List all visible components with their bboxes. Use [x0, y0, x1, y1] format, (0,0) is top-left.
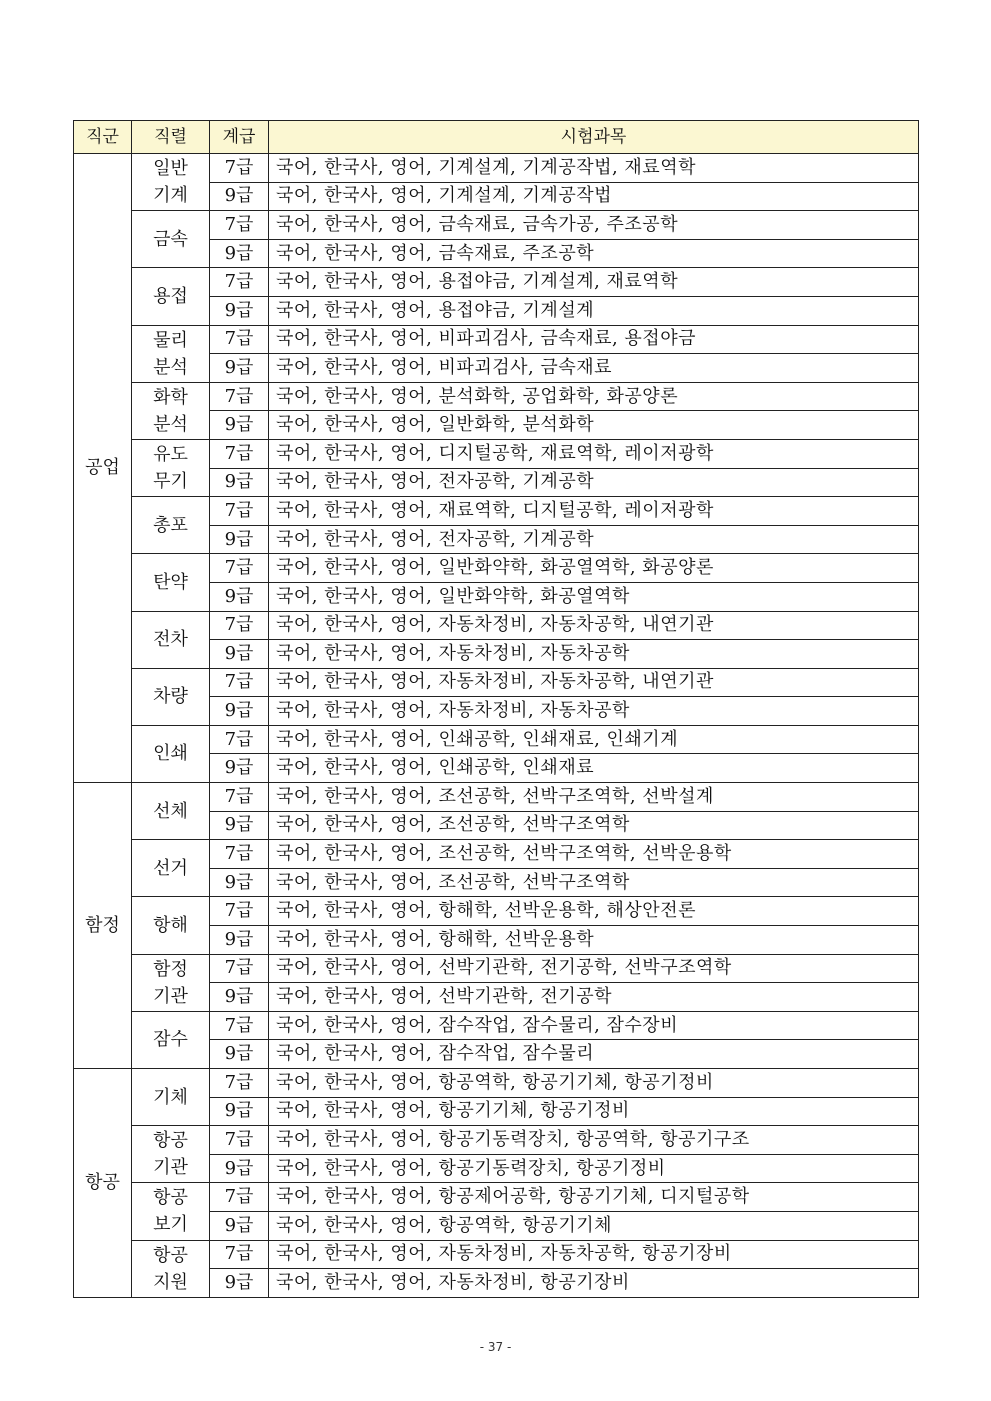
job-series-cell [132, 1069, 210, 1126]
grade-cell: 9급 [210, 754, 269, 783]
job-series-cell [132, 1183, 210, 1240]
exam-subjects-cell: 국어, 한국사, 영어, 자동차정비, 자동차공학 [269, 640, 919, 669]
table-row [74, 497, 919, 526]
header-grade: 계급 [210, 121, 269, 154]
job-series-label: 일반 기계 [153, 158, 188, 207]
grade-cell: 7급 [210, 954, 269, 983]
job-series-cell [132, 268, 210, 325]
grade-cell: 7급 [210, 1069, 269, 1098]
grade-cell: 9급 [210, 239, 269, 268]
table-row [74, 211, 919, 240]
grade-cell: 7급 [210, 897, 269, 926]
grade-cell: 7급 [210, 325, 269, 354]
grade-cell: 9급 [210, 1040, 269, 1069]
header-exam-subjects: 시험과목 [269, 121, 919, 154]
header-job-series: 직렬 [132, 121, 210, 154]
grade-cell: 7급 [210, 1183, 269, 1212]
exam-subjects-cell: 국어, 한국사, 영어, 조선공학, 선박구조역학, 선박운용학 [269, 840, 919, 869]
job-series-cell [132, 668, 210, 725]
grade-cell: 9급 [210, 868, 269, 897]
grade-cell: 7급 [210, 382, 269, 411]
exam-subjects-cell: 국어, 한국사, 영어, 일반화약학, 화공열역학, 화공양론 [269, 554, 919, 583]
job-series-label: 유도 무기 [153, 444, 188, 493]
job-series-label: 항공 지원 [153, 1244, 188, 1293]
exam-subjects-cell: 국어, 한국사, 영어, 자동차정비, 자동차공학, 항공기장비 [269, 1240, 919, 1269]
table-row [74, 439, 919, 468]
table-row [74, 783, 919, 812]
exam-subjects-cell: 국어, 한국사, 영어, 항공기동력장치, 항공기정비 [269, 1154, 919, 1183]
exam-subjects-cell: 국어, 한국사, 영어, 항해학, 선박운용학 [269, 926, 919, 955]
job-series-cell [132, 211, 210, 268]
grade-cell: 7급 [210, 439, 269, 468]
exam-subjects-cell: 국어, 한국사, 영어, 비파괴검사, 금속재료 [269, 354, 919, 383]
job-series-cell [132, 382, 210, 439]
job-series-cell [132, 325, 210, 382]
exam-subjects-cell: 국어, 한국사, 영어, 용접야금, 기계설계 [269, 296, 919, 325]
grade-cell: 7급 [210, 154, 269, 183]
job-series-label: 선거 [153, 857, 188, 879]
exam-subjects-cell: 국어, 한국사, 영어, 인쇄공학, 인쇄재료, 인쇄기계 [269, 725, 919, 754]
grade-cell: 9급 [210, 411, 269, 440]
job-series-cell [132, 154, 210, 211]
grade-cell: 9급 [210, 354, 269, 383]
grade-cell: 7급 [210, 783, 269, 812]
grade-cell: 9급 [210, 1269, 269, 1298]
table-row [74, 325, 919, 354]
job-series-cell [132, 1126, 210, 1183]
grade-cell: 7급 [210, 668, 269, 697]
grade-cell: 7급 [210, 497, 269, 526]
exam-subjects-cell: 국어, 한국사, 영어, 선박기관학, 전기공학 [269, 983, 919, 1012]
exam-subjects-cell: 국어, 한국사, 영어, 기계설계, 기계공작법 [269, 182, 919, 211]
table-row [74, 1011, 919, 1040]
job-series-cell [132, 554, 210, 611]
exam-subjects-table [73, 120, 919, 1298]
page-number: - 37 - [479, 1340, 512, 1354]
table-row [74, 154, 919, 183]
job-series-cell [132, 725, 210, 782]
job-series-label: 금속 [153, 228, 188, 250]
exam-subjects-cell: 국어, 한국사, 영어, 분석화학, 공업화학, 화공양론 [269, 382, 919, 411]
grade-cell: 7급 [210, 268, 269, 297]
exam-subjects-cell: 국어, 한국사, 영어, 항공역학, 항공기기체, 항공기정비 [269, 1069, 919, 1098]
table-row [74, 840, 919, 869]
exam-subjects-cell: 국어, 한국사, 영어, 기계설계, 기계공작법, 재료역학 [269, 154, 919, 183]
job-series-label: 함정 기관 [153, 958, 188, 1007]
job-series-cell [132, 611, 210, 668]
exam-subjects-cell: 국어, 한국사, 영어, 항해학, 선박운용학, 해상안전론 [269, 897, 919, 926]
job-series-label: 항공 보기 [153, 1187, 188, 1236]
grade-cell: 7급 [210, 554, 269, 583]
exam-subjects-cell: 국어, 한국사, 영어, 용접야금, 기계설계, 재료역학 [269, 268, 919, 297]
grade-cell: 7급 [210, 725, 269, 754]
table-row [74, 1183, 919, 1212]
job-series-label: 화학 분석 [153, 386, 188, 435]
grade-cell: 9급 [210, 640, 269, 669]
job-group-cell: 함정 [74, 783, 132, 1069]
grade-cell: 7급 [210, 1126, 269, 1155]
job-series-label: 인쇄 [153, 743, 188, 765]
job-series-cell [132, 954, 210, 1011]
job-series-label: 잠수 [153, 1029, 188, 1051]
table-row [74, 897, 919, 926]
grade-cell: 9급 [210, 468, 269, 497]
grade-cell: 9급 [210, 182, 269, 211]
grade-cell: 9급 [210, 1211, 269, 1240]
exam-subjects-cell: 국어, 한국사, 영어, 조선공학, 선박구조역학, 선박설계 [269, 783, 919, 812]
header-job-group: 직군 [74, 121, 132, 154]
exam-subjects-cell: 국어, 한국사, 영어, 항공기기체, 항공기정비 [269, 1097, 919, 1126]
grade-cell: 7급 [210, 840, 269, 869]
table-row [74, 382, 919, 411]
job-series-cell [132, 783, 210, 840]
exam-subjects-cell: 국어, 한국사, 영어, 전자공학, 기계공학 [269, 468, 919, 497]
job-group-cell: 항공 [74, 1069, 132, 1298]
exam-subjects-cell: 국어, 한국사, 영어, 선박기관학, 전기공학, 선박구조역학 [269, 954, 919, 983]
table-row [74, 268, 919, 297]
job-series-label: 전차 [153, 629, 188, 651]
exam-subjects-cell: 국어, 한국사, 영어, 일반화학, 분석화학 [269, 411, 919, 440]
exam-subjects-cell: 국어, 한국사, 영어, 자동차정비, 항공기장비 [269, 1269, 919, 1298]
exam-subjects-cell: 국어, 한국사, 영어, 비파괴검사, 금속재료, 용접야금 [269, 325, 919, 354]
exam-subjects-cell: 국어, 한국사, 영어, 항공기동력장치, 항공역학, 항공기구조 [269, 1126, 919, 1155]
grade-cell: 9급 [210, 582, 269, 611]
exam-subjects-cell: 국어, 한국사, 영어, 조선공학, 선박구조역학 [269, 868, 919, 897]
exam-subjects-cell: 국어, 한국사, 영어, 디지털공학, 재료역학, 레이저광학 [269, 439, 919, 468]
job-series-label: 선체 [153, 800, 188, 822]
job-series-cell [132, 897, 210, 954]
job-series-label: 항해 [153, 915, 188, 937]
exam-subjects-cell: 국어, 한국사, 영어, 재료역학, 디지털공학, 레이저광학 [269, 497, 919, 526]
exam-subjects-cell: 국어, 한국사, 영어, 자동차정비, 자동차공학, 내연기관 [269, 668, 919, 697]
exam-subjects-cell: 국어, 한국사, 영어, 금속재료, 주조공학 [269, 239, 919, 268]
exam-subjects-cell: 국어, 한국사, 영어, 잠수작업, 잠수물리, 잠수장비 [269, 1011, 919, 1040]
table-row [74, 1240, 919, 1269]
exam-subjects-cell: 국어, 한국사, 영어, 항공제어공학, 항공기기체, 디지털공학 [269, 1183, 919, 1212]
job-series-label: 탄약 [153, 571, 188, 593]
table-header-row [74, 121, 919, 154]
grade-cell: 7급 [210, 211, 269, 240]
grade-cell: 7급 [210, 1011, 269, 1040]
grade-cell: 9급 [210, 1097, 269, 1126]
exam-subjects-cell: 국어, 한국사, 영어, 자동차정비, 자동차공학, 내연기관 [269, 611, 919, 640]
table-row [74, 725, 919, 754]
job-series-label: 용접 [153, 285, 188, 307]
table-body [74, 154, 919, 1298]
grade-cell: 9급 [210, 811, 269, 840]
job-series-cell [132, 439, 210, 496]
grade-cell: 9급 [210, 926, 269, 955]
job-series-label: 기체 [153, 1086, 188, 1108]
grade-cell: 9급 [210, 983, 269, 1012]
table-row [74, 954, 919, 983]
exam-subjects-cell: 국어, 한국사, 영어, 일반화약학, 화공열역학 [269, 582, 919, 611]
grade-cell: 9급 [210, 1154, 269, 1183]
exam-subjects-cell: 국어, 한국사, 영어, 금속재료, 금속가공, 주조공학 [269, 211, 919, 240]
job-series-label: 총포 [153, 514, 188, 536]
exam-subjects-cell: 국어, 한국사, 영어, 항공역학, 항공기기체 [269, 1211, 919, 1240]
job-group-cell: 공업 [74, 154, 132, 783]
exam-subjects-cell: 국어, 한국사, 영어, 전자공학, 기계공학 [269, 525, 919, 554]
job-series-label: 차량 [153, 686, 188, 708]
grade-cell: 7급 [210, 1240, 269, 1269]
exam-subjects-cell: 국어, 한국사, 영어, 인쇄공학, 인쇄재료 [269, 754, 919, 783]
table-row [74, 1069, 919, 1098]
job-series-cell [132, 840, 210, 897]
job-series-label: 물리 분석 [153, 329, 188, 378]
exam-subjects-cell: 국어, 한국사, 영어, 조선공학, 선박구조역학 [269, 811, 919, 840]
exam-subjects-cell: 국어, 한국사, 영어, 자동차정비, 자동차공학 [269, 697, 919, 726]
job-series-cell [132, 1011, 210, 1068]
grade-cell: 7급 [210, 611, 269, 640]
table-row [74, 1126, 919, 1155]
grade-cell: 9급 [210, 296, 269, 325]
job-series-cell [132, 497, 210, 554]
table-row [74, 611, 919, 640]
grade-cell: 9급 [210, 525, 269, 554]
grade-cell: 9급 [210, 697, 269, 726]
table-row [74, 668, 919, 697]
job-series-label: 항공 기관 [153, 1130, 188, 1179]
exam-subjects-cell: 국어, 한국사, 영어, 잠수작업, 잠수물리 [269, 1040, 919, 1069]
job-series-cell [132, 1240, 210, 1297]
table-row [74, 554, 919, 583]
